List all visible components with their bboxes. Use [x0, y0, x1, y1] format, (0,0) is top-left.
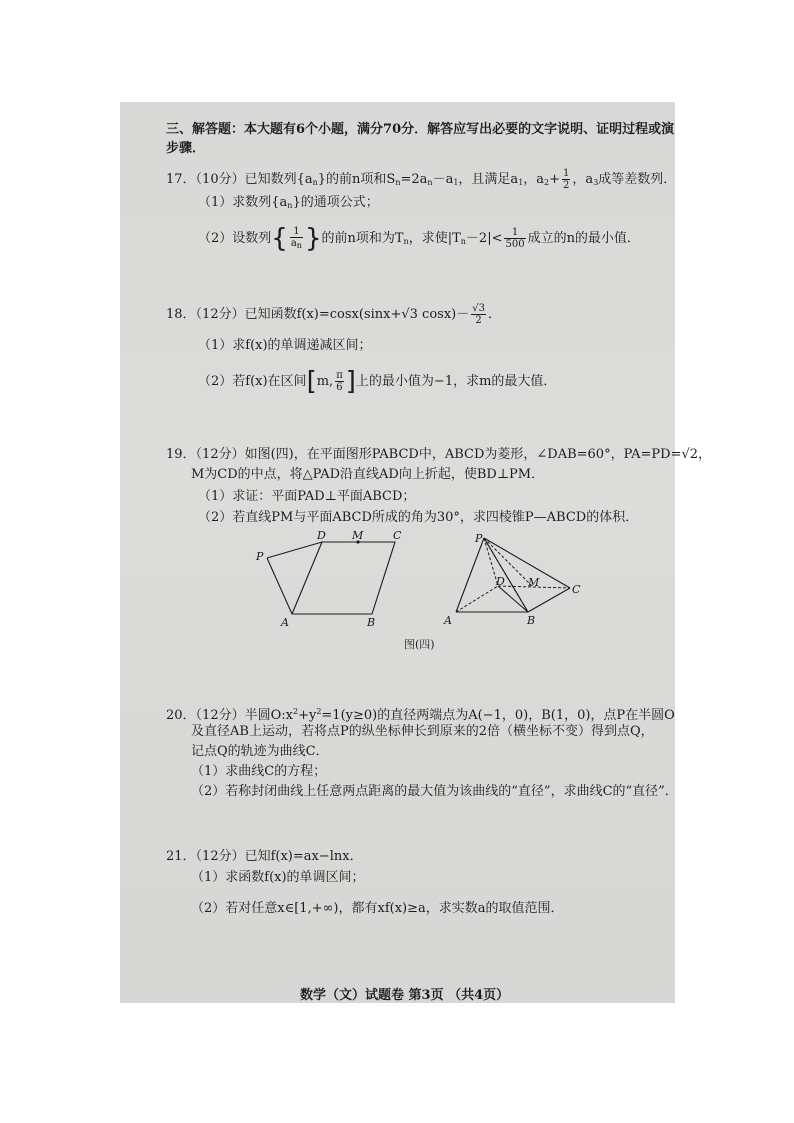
q19-part2: （2）若直线PM与平面ABCD所成的角为30°，求四棱锥P—ABCD的体积．	[198, 510, 639, 525]
q20-stem-line3: 记点Q的轨迹为曲线C．	[191, 744, 329, 759]
label-c: C	[572, 583, 581, 596]
figure-caption: 图(四)	[404, 638, 435, 651]
fraction-half: $\frac{1}{2}$	[563, 168, 570, 191]
label-d: D	[496, 575, 505, 588]
q20-stem-line1: 20．（12分）半圆$O:x^2+y^2=1(y\ge 0)$的直径两端点为A(−1，0)，B(1，0)，点P在半圆O	[166, 707, 675, 723]
q20-part2: （2）若称封闭曲线上任意两点距离的最大值为该曲线的“直径”，求曲线C的“直径”．	[191, 784, 678, 799]
q19-stem-line2: M为CD的中点，将△PAD沿直线AD向上折起，使BD⊥PM．	[191, 467, 545, 482]
label-d: D	[317, 529, 326, 542]
q19-stem-line1: 19．（12分）如图(四)，在平面图形PABCD中，ABCD为菱形，∠DAB=60°，PA=PD=√2，	[166, 447, 712, 462]
label-m: M	[352, 529, 364, 542]
q17-part2: （2）设数列{ $\frac{1}{a_n}$ }的前n项和为Tn，求使|Tn－2|< $\frac{1}{500}$ 成立的n的最小值．	[198, 223, 640, 254]
label-b: B	[367, 616, 376, 629]
fraction-1-500: $\frac{1}{500}$	[505, 227, 525, 250]
fraction-sqrt3-2: $\frac{√3}{2}$	[472, 303, 485, 326]
section-title-cont: 步骤．	[166, 141, 206, 156]
q21-part2: （2）若对任意x∈[1,+∞)，都有xf(x)≥a，求实数a的取值范围．	[191, 901, 564, 916]
label-p: P	[475, 532, 483, 545]
label-m: M	[528, 576, 540, 589]
q17-stem: 17．（10分）已知数列{an}的前n项和Sn=2an－a1，且满足a1，a2+ $\frac{1}{2}$ ，a3成等差数列．	[166, 168, 677, 191]
q20-stem-line2: 及直径AB上运动，若将点P的纵坐标伸长到原来的2倍（横坐标不变）得到点Q，	[191, 724, 654, 739]
label-a: A	[281, 616, 289, 629]
fraction-pi-6: $\frac{\pi}{6}$	[336, 370, 343, 393]
section-title: 三、解答题：本大题有6个小题，满分70分．解答应写出必要的文字说明、证明过程或演	[166, 122, 675, 137]
q17-part1: （1）求数列{an}的通项公式；	[198, 195, 379, 210]
q21-part1: （1）求函数f(x)的单调区间；	[191, 870, 365, 885]
q18-part1: （1）求f(x)的单调递减区间；	[198, 338, 372, 353]
label-b: B	[527, 614, 536, 627]
q21-stem: 21．（12分）已知f(x)=ax−lnx．	[166, 849, 363, 864]
label-p: P	[256, 550, 264, 563]
figure-planar-pabcd	[250, 526, 420, 632]
q18-stem: 18．（12分）已知函数f(x)=cosx(sinx+√3 cosx)－ $\frac{√3}{2}$ ．	[166, 303, 501, 326]
page-footer: 数学（文）试题卷 第3页 （共4页）	[300, 988, 510, 1003]
q18-part2: （2）若f(x)在区间[m, $\frac{\pi}{6}$ ]上的最小值为−1，求m的最大值．	[198, 366, 557, 397]
label-a: A	[444, 614, 452, 627]
q19-part1: （1）求证：平面PAD⊥平面ABCD；	[198, 489, 416, 504]
fraction-inverse-a: $\frac{1}{a_n}$	[290, 226, 302, 250]
label-c: C	[393, 529, 402, 542]
figure-pyramid-pabcd	[438, 528, 588, 632]
q20-part1: （1）求曲线C的方程；	[191, 764, 327, 779]
